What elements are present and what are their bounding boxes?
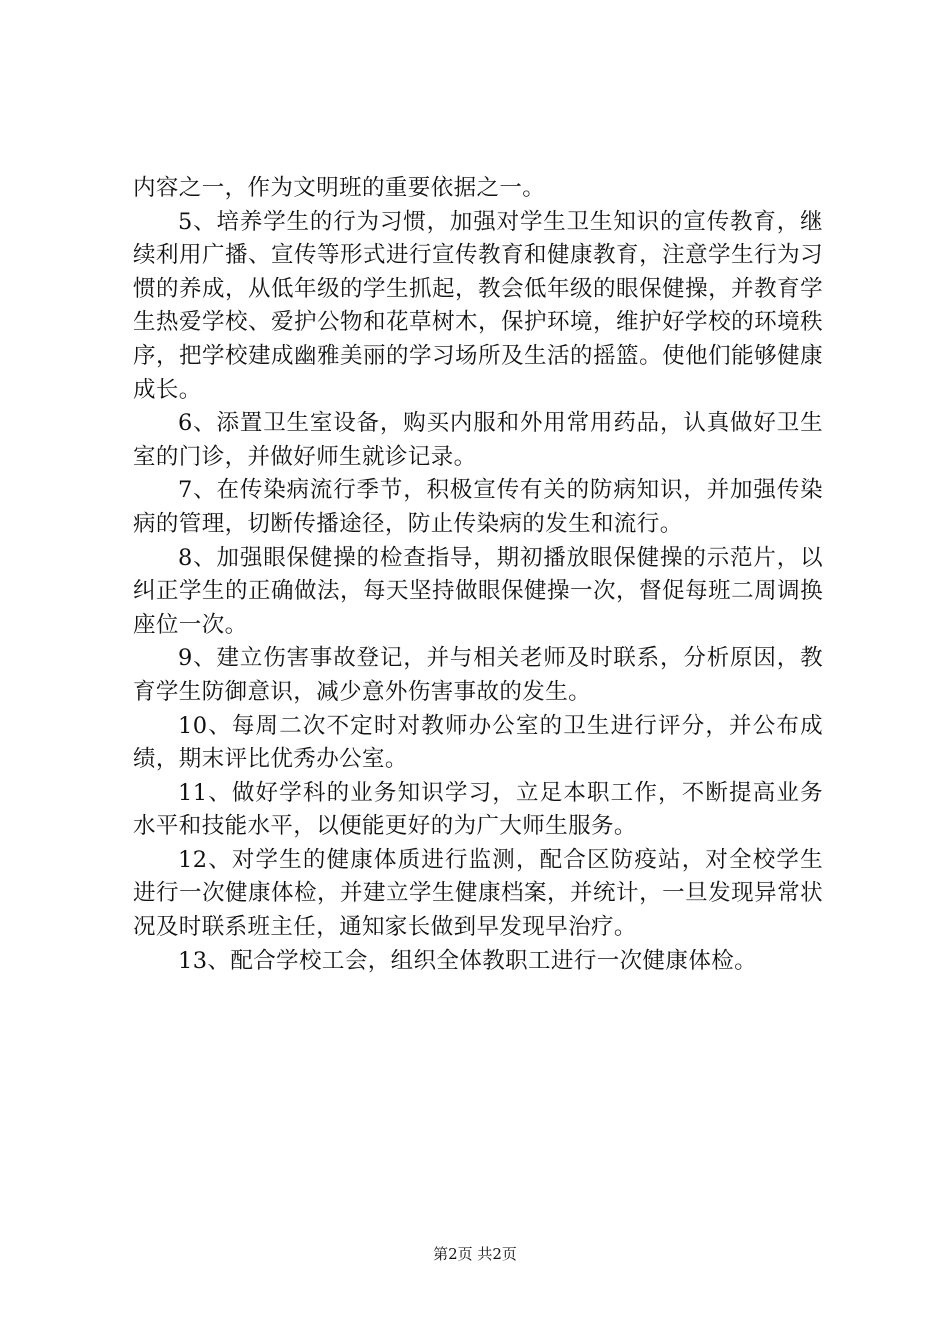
paragraph: 8、加强眼保健操的检查指导，期初播放眼保健操的示范片，以纠正学生的正确做法，每天坚持做眼保健操一次，督促每班二周调换座位一次。 (133, 544, 823, 638)
document-body (133, 172, 823, 978)
paragraph: 6、添置卫生室设备，购买内服和外用常用药品，认真做好卫生室的门诊，并做好师生就诊记录。 (133, 410, 823, 470)
paragraph: 13、配合学校工会，组织全体教职工进行一次健康体检。 (178, 947, 758, 974)
paragraph: 11、做好学科的业务知识学习，立足本职工作，不断提高业务水平和技能水平，以便能更好的为广大师生服务。 (133, 779, 823, 840)
paragraph: 7、在传染病流行季节，积极宣传有关的防病知识，并加强传染病的管理，切断传播途径，防止传染病的发生和流行。 (133, 477, 823, 537)
page-footer: 第2页 共2页 (433, 1245, 517, 1263)
paragraph: 12、对学生的健康体质进行监测，配合区防疫站，对全校学生进行一次健康体检，并建立学生健康档案，并统计，一旦发现异常状况及时联系班主任，通知家长做到早发现早治疗。 (133, 846, 823, 941)
paragraph: 内容之一，作为文明班的重要依据之一。 (133, 175, 546, 201)
paragraph: 9、建立伤害事故登记，并与相关老师及时联系，分析原因，教育学生防御意识，减少意外伤害事故的发生。 (133, 645, 823, 705)
paragraph: 5、培养学生的行为习惯，加强对学生卫生知识的宣传教育，继续利用广播、宣传等形式进行宣传教育和健康教育，注意学生行为习惯的养成，从低年级的学生抓起，教会低年级的眼保健操，并教育学生热爱学校、爱护公物和花草树木，保护环境，维护好学校的环境秩序，把学校建成幽雅美丽的学习场所及生活的摇篮。使他们能够健康成长。 (133, 208, 823, 403)
paragraph: 10、每周二次不定时对教师办公室的卫生进行评分，并公布成绩，期末评比优秀办公室。 (133, 712, 823, 773)
